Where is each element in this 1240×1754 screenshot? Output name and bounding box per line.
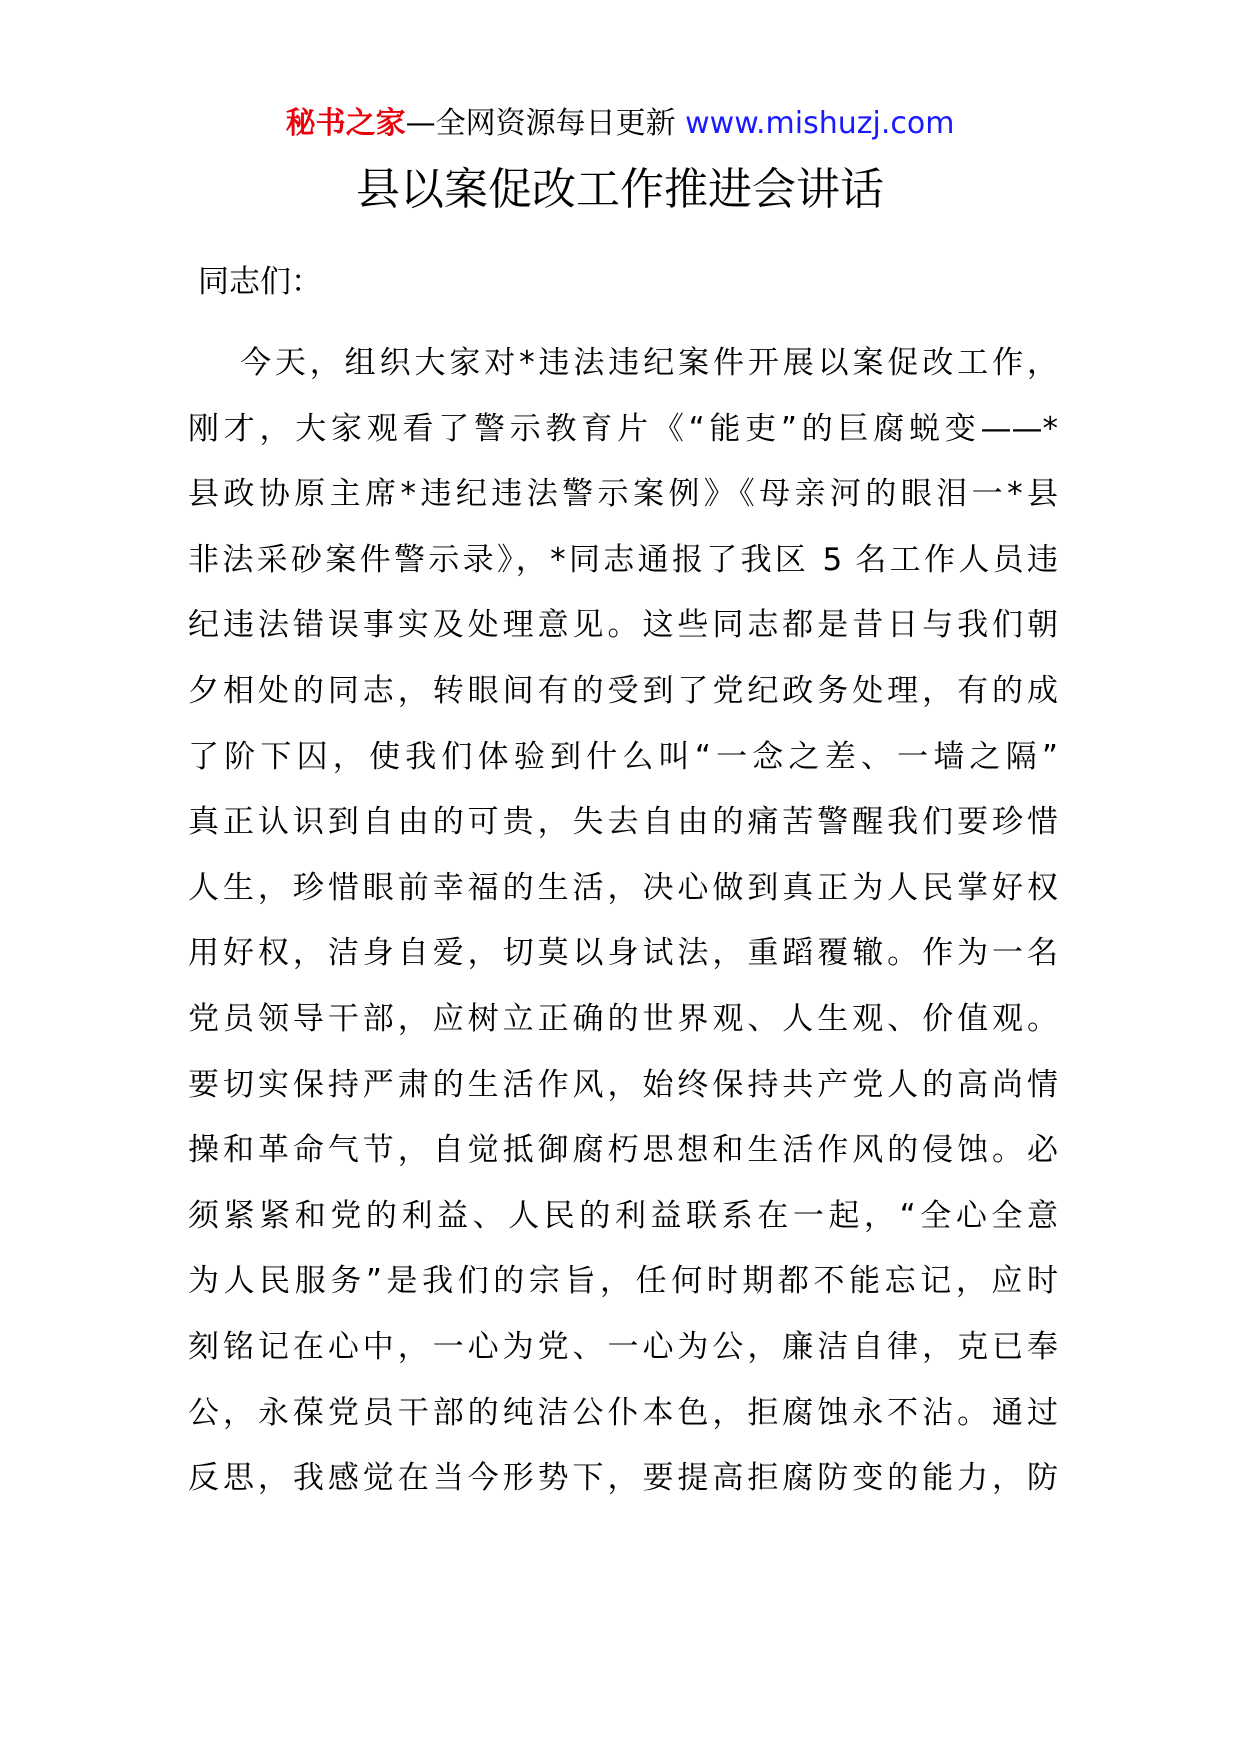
body-text — [188, 340, 1058, 1521]
site-header — [0, 104, 1240, 144]
body-line: 须紧紧和党的利益、人民的利益联系在一起，“全心全意 — [188, 1197, 1058, 1234]
body-line: 真正认识到自由的可贵，失去自由的痛苦警醒我们要珍惜 — [188, 804, 1058, 841]
body-line: 要切实保持严肃的生活作风，始终保持共产党人的高尚情 — [188, 1066, 1058, 1103]
site-url[interactable]: www.mishuzj.com — [685, 106, 955, 141]
body-line: 刻铭记在心中，一心为党、一心为公，廉洁自律，克已奉 — [188, 1328, 1058, 1365]
body-line: 反思，我感觉在当今形势下，要提高拒腐防变的能力，防 — [188, 1460, 1058, 1497]
body-line: 今天，组织大家对*违法违纪案件开展以案促改工作， — [240, 345, 1058, 381]
body-line: 为人民服务”是我们的宗旨，任何时期都不能忘记，应时 — [188, 1263, 1058, 1300]
site-slogan: —全网资源每日更新 — [405, 106, 686, 141]
body-line: 党员领导干部，应树立正确的世界观、人生观、价值观。 — [188, 1000, 1058, 1037]
body-line: 刚才，大家观看了警示教育片《“能吏”的巨腐蜕变——* — [188, 410, 1058, 447]
salutation: 同志们： — [198, 264, 322, 300]
body-line: 夕相处的同志，转眼间有的受到了党纪政务处理，有的成 — [188, 672, 1058, 709]
body-line: 了阶下囚，使我们体验到什么叫“一念之差、一墙之隔” — [188, 738, 1058, 775]
document-title: 县以案促改工作推进会讲话 — [356, 164, 884, 215]
body-line: 纪违法错误事实及处理意见。这些同志都是昔日与我们朝 — [188, 607, 1058, 644]
body-line: 用好权，洁身自爱，切莫以身试法，重蹈覆辙。作为一名 — [188, 935, 1058, 972]
body-line: 公，永葆党员干部的纯洁公仆本色，拒腐蚀永不沾。通过 — [188, 1394, 1058, 1431]
body-line: 人生，珍惜眼前幸福的生活，决心做到真正为人民掌好权 — [188, 869, 1058, 906]
site-name: 秘书之家 — [285, 106, 406, 141]
body-line: 非法采砂案件警示录》，*同志通报了我区 5 名工作人员违 — [188, 541, 1058, 578]
body-line: 县政协原主席*违纪违法警示案例》《母亲河的眼泪一*县 — [188, 476, 1058, 513]
body-line: 操和革命气节，自觉抵御腐朽思想和生活作风的侵蚀。必 — [188, 1132, 1058, 1169]
